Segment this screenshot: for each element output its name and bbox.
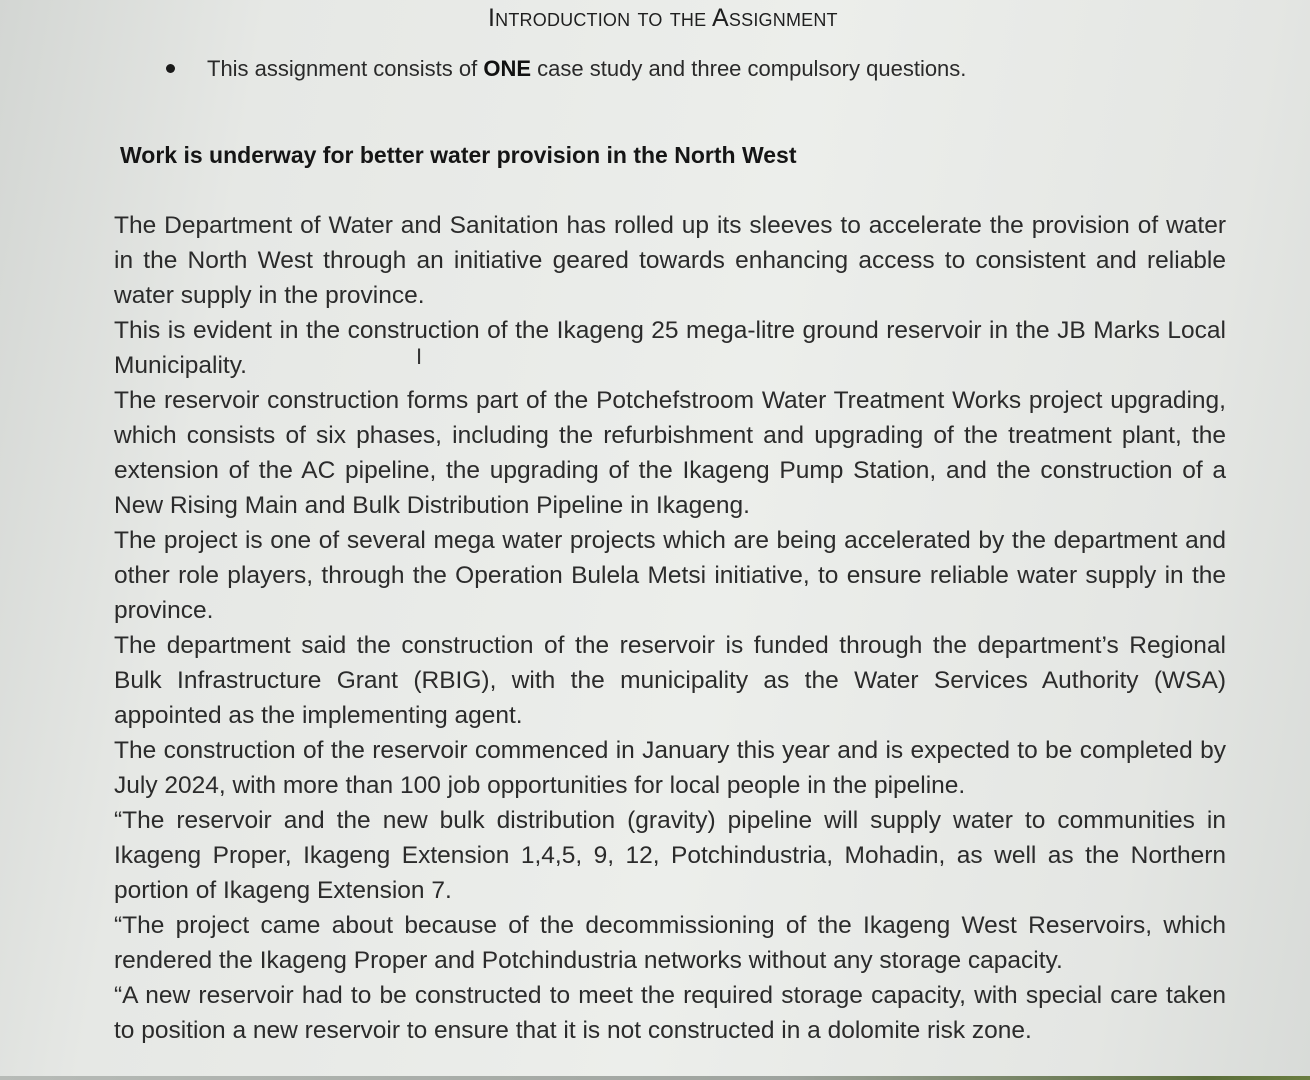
bottom-edge-divider xyxy=(0,1076,1310,1080)
case-study-body xyxy=(114,208,1226,1048)
bullet-text-after: case study and three compulsory questions. xyxy=(537,56,967,81)
case-study-title: Work is underway for better water provision in the North West xyxy=(120,142,797,168)
paragraph-5: The department said the construction of the reservoir is funded through the department’s Regional Bulk Infrastructure Grant (RBIG), with the municipality as the Water Services Authority (WSA) appointed as the implementing agent. xyxy=(114,632,1226,729)
paragraph-8: “The project came about because of the decommissioning of the Ikageng West Reservoirs, which rendered the Ikageng Proper and Potchindustria networks without any storage capacity. xyxy=(114,912,1226,974)
bullet-text-emphasis: ONE xyxy=(483,56,532,81)
paragraph-9: “A new reservoir had to be constructed to meet the required storage capacity, with special care taken to position a new reservoir to ensure that it is not constructed in a dolomite risk zone. xyxy=(114,982,1226,1044)
paragraph-4: The project is one of several mega water projects which are being accelerated by the department and other role players, through the Operation Bulela Metsi initiative, to ensure reliable water supply in the province. xyxy=(114,527,1226,624)
paragraph-6: The construction of the reservoir commenced in January this year and is expected to be completed by July 2024, with more than 100 job opportunities for local people in the pipeline. xyxy=(114,737,1226,799)
section-heading: Introduction to the Assignment xyxy=(488,4,838,32)
text-cursor-icon: I xyxy=(416,344,423,369)
bullet-text-before: This assignment consists of xyxy=(207,56,478,81)
paragraph-3: The reservoir construction forms part of the Potchefstroom Water Treatment Works project upgrading, which consists of six phases, including the refurbishment and upgrading of the treatment plant, the extension of the AC pipeline, the upgrading of the Ikageng Pump Station, and the construction of a New Rising Main and Bulk Distribution Pipeline in Ikageng. xyxy=(114,387,1226,519)
assignment-bullet xyxy=(166,56,967,82)
paragraph-2: This is evident in the construction of the Ikageng 25 mega-litre ground reservoir in the JB Marks Local Municipality. xyxy=(114,317,1226,379)
paragraph-1: The Department of Water and Sanitation has rolled up its sleeves to accelerate the provision of water in the North West through an initiative geared towards enhancing access to consistent and reliable water supply in the province. xyxy=(114,212,1226,309)
bullet-dot-icon xyxy=(166,64,175,73)
paragraph-7: “The reservoir and the new bulk distribution (gravity) pipeline will supply water to communities in Ikageng Proper, Ikageng Extension 1,4,5, 9, 12, Potchindustria, Mohadin, as well as the Northern portion of Ikageng Extension 7. xyxy=(114,807,1226,904)
